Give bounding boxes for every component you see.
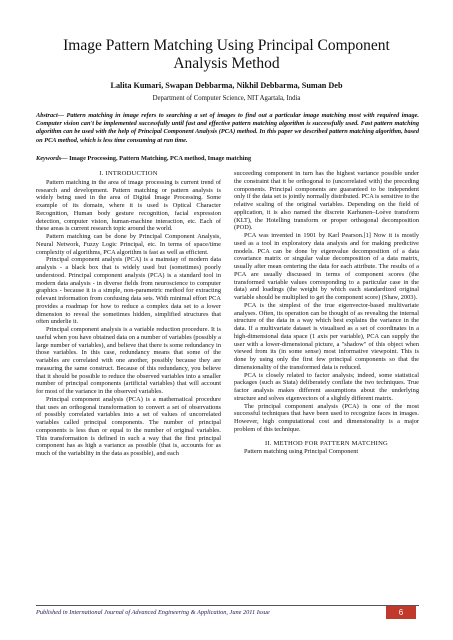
paragraph: Pattern matching using Principal Component [244,448,359,456]
paragraph: Principal component analysis (PCA) is a mainstay of modern data analysis - a black box that is widely used but (sometimes) poorly understood. Principal component analysis (PCA) is a standard tool in modern data analysis - in diverse fields from neuroscience to computer graphics - because it is a simple, non-parametric method for extracting relevant information from confusing data sets. With minimal effort PCA provides a roadmap for how to reduce a complex data set to a lower dimension to reveal the sometimes hidden, simplified structures that often underlie it. [36,256,221,326]
affiliation: Department of Computer Science, NIT Agartala, India [152,95,301,102]
abstract [36,112,419,145]
paragraph: Pattern matching in the area of image processing is current trend of research and development. Pattern matching or pattern analysis is widely being used in the area of Digital Image Processing. Some example of its domain, where it is used is Optical Character Recognition, Human body gesture recognition, facial expression detection, computer vision, human-machine interaction, etc. Each of these areas is current research topic around the world. [36,178,221,233]
paragraph: succeeding component in turn has the highest variance possible under the constraint that it be orthogonal to (uncorrelated with) the preceding components. Principal components are guaranteed to be independent only if the data set is jointly normally distributed. PCA is sensitive to the relative scaling of the original variables. Depending on the field of application, it is also named the discrete Karhunen–Loève transform (KLT), the Hotelling transform or proper orthogonal decomposition (POD). [234,170,419,232]
section-heading-method: II. METHOD FOR PATTERN MATCHING [265,439,388,447]
author-list: Lalita Kumari, Swapan Debbarma, Nikhil Debbarma, Suman Deb [110,81,343,90]
keywords-label: Keywords— [36,155,68,162]
abstract-label: Abstract— [36,112,64,119]
paragraph: PCA was invented in 1901 by Karl Pearson.[1] Now it is mostly used as a tool in exploratory data analysis and for making predictive models. PCA can be done by eigenvalue decomposition of a data covariance matrix or singular value decomposition of a data matrix, usually after mean centering the data for each attribute. The results of a PCA are usually discussed in terms of component scores (the transformed variable values corresponding to a particular case in the data) and loadings (the weight by which each standardized original variable should be multiplied to get the component score) (Shaw, 2003). [234,232,419,301]
paragraph: The principal component analysis (PCA) is one of the most successful techniques that have been used to recognize faces in images. However, high computational cost and dimensionality is a major problem of this technique. [234,402,419,433]
page-number-badge: 6 [386,606,416,619]
paragraph: PCA is the simplest of the true eigenvector-based multivariate analyses. Often, its operation can be thought of as revealing the internal structure of the data in a way which best explains the variance in the data. If a multivariate dataset is visualised as a set of coordinates in a high-dimensional data space (1 axis per variable), PCA can supply the user with a lower-dimensional picture, a "shadow" of this object when viewed from its (in some sense) most informative viewpoint. This is done by using only the first few principal components so that the dimensionality of the transformed data is reduced. [234,301,419,371]
paragraph: Pattern matching can be done by Principal Component Analysis, Neural Network, Fuzzy Logic Principal, etc. In terms of space/time complexity of algorithms, PCA algorithm is fast as well as efficient. [36,233,221,256]
right-column [234,170,419,456]
paragraph: PCA is closely related to factor analysis; indeed, some statistical packages (such as Stata) deliberately conflate the two techniques. True factor analysis makes different assumptions about the underlying structure and solves eigenvectors of a slightly different matrix. [234,371,419,402]
keywords [36,155,419,163]
keywords-text: Image Processing, Pattern Matching, PCA method, Image matching [67,155,252,162]
abstract-text: Pattern matching in image refers to searching a set of images to find out a particular image matching most with required image. Computer vision can't be implemented successfully until fast and effective pattern matching algorithm is successfully used. Fast pattern matching algorithm can be used with the help of Principal Component Analysis (PCA) method. In this paper we described pattern matching algorithm, based on PCA method, which is less time consuming at run time. [36,112,419,144]
left-column [36,170,221,458]
section-heading-introduction: I. INTRODUCTION [99,170,158,177]
footer-citation: Published in International Journal of Advanced Engineering & Application, June 2011 Issue [36,609,270,616]
paper-title: Image Pattern Matching Using Principal Component Analysis Method [63,37,390,72]
footer-divider [36,605,419,606]
paragraph: Principal component analysis is a variable reduction procedure. It is useful when you have obtained data on a number of variables (possibly a large number of variables), and believe that there is some redundancy in those variables. In this case, redundancy means that some of the variables are correlated with one another, possibly because they are measuring the same construct. Because of this redundancy, you believe that it should be possible to reduce the observed variables into a smaller number of principal components (artificial variables) that will account for most of the variance in the observed variables. [36,326,221,395]
paragraph: Principal component analysis (PCA) is a mathematical procedure that uses an orthogonal transformation to convert a set of observations of possibly correlated variables into a set of values of uncorrelated variables called principal components. The number of principal components is less than or equal to the number of original variables. This transformation is defined in such a way that the first principal component has as high a variance as possible (that is, accounts for as much of the variability in the data as possible), and each [36,395,221,457]
